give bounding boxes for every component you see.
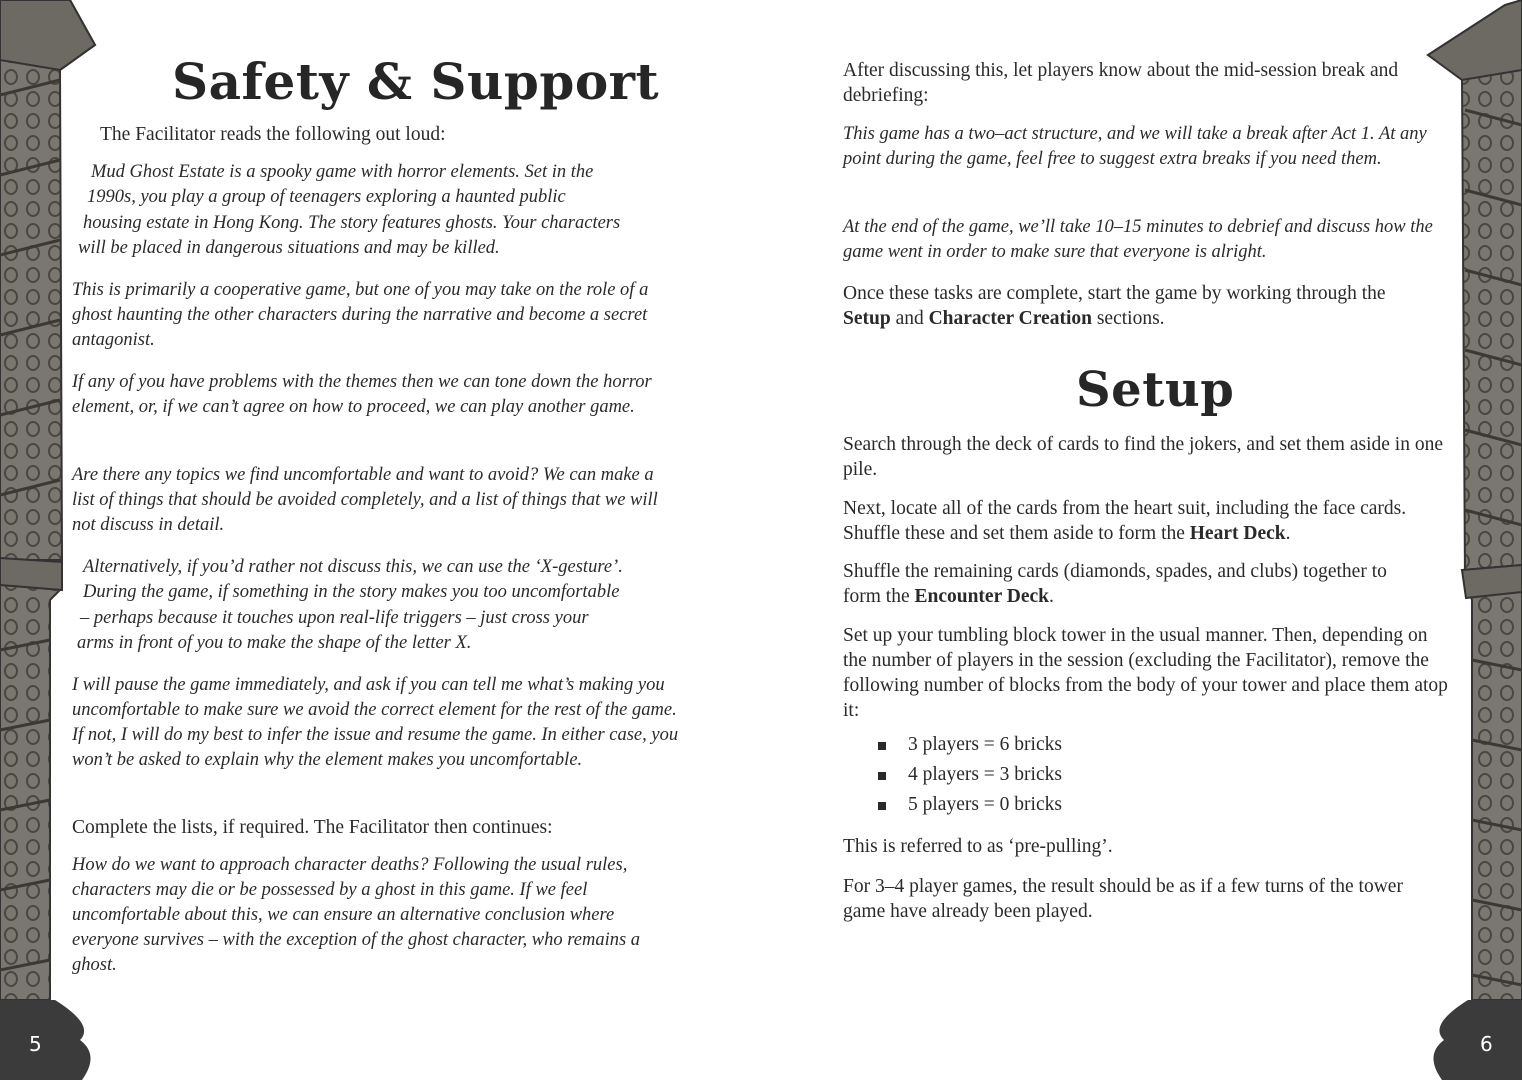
heart-deck-term: Heart Deck [1189,523,1286,544]
list-item: 5 players = 0 bricks [876,790,1062,820]
script-line: arms in front of you to make the shape of the letter X. [77,633,472,653]
heart-deck-text: Next, locate all of the cards from the heart suit, including the face cards. Shuffle these and set them aside to form the Heart Deck. [843,498,1407,544]
themes-paragraph: If any of you have problems with the themes then we can tone down the horror element, or, if we can’t agree on how to proceed, we can play another game. [72,372,652,417]
topics-paragraph: Are there any topics we find uncomfortable and want to avoid? We can make a list of things that should be avoided completely, and a list of things that we will not discuss in detail. [72,465,658,535]
encounter-deck-term: Encounter Deck [914,586,1049,607]
list-item: 3 players = 6 bricks [876,730,1062,760]
pre-pulling-text: This is referred to as ‘pre-pulling’. [843,836,1113,857]
list-item: 4 players = 3 bricks [876,760,1062,790]
encounter-deck-text: Shuffle the remaining cards (diamonds, spades, and clubs) together to form the Encounter Deck. [843,561,1387,607]
setup-link-text: Setup [843,308,891,329]
script-line: Alternatively, if you’d rather not discuss this, we can use the ‘X-gesture’. [83,557,623,577]
once-complete-text: Once these tasks are complete, start the game by working through the Setup and Character Creation sections. [843,283,1386,329]
deaths-paragraph: How do we want to approach character deaths? Following the usual rules, characters may die or be possessed by a ghost in this game. If we feel uncomfortable about this, we can ensure an alternative conclusion where everyone survives – with the exception of the ghost character, who remains a ghost. [72,855,641,975]
intro-text: The Facilitator reads the following out loud: [100,124,446,145]
search-deck-text: Search through the deck of cards to find the jokers, and set them aside in one pile. [843,434,1443,480]
character-creation-text: Character Creation [928,308,1092,329]
script-line: housing estate in Hong Kong. The story features ghosts. Your characters [83,213,621,233]
page-title-safety-support: Safety & Support [172,52,660,111]
script-line: 1990s, you play a group of teenagers exploring a haunted public [87,187,566,207]
page-number-right: 6 [1480,1032,1493,1056]
script-line: Mud Ghost Estate is a spooky game with horror elements. Set in the [91,162,594,182]
section-title-setup: Setup [1076,362,1235,418]
pause-paragraph: I will pause the game immediately, and ask if you can tell me what’s making you uncomfortable to make sure we avoid the correct element for the rest of the game. If not, I will do my best to infer the issue and resume the game. In either case, you won’t be asked to explain why the element makes you uncomfortable. [72,675,679,770]
two-act-paragraph: This game has a two–act structure, and we will take a break after Act 1. At any point during the game, feel free to suggest extra breaks if you need them. [843,124,1427,169]
script-line: – perhaps because it touches upon real-life triggers – just cross your [80,608,589,628]
tower-setup-text: Set up your tumbling block tower in the usual manner. Then, depending on the number of players in the session (excluding the Facilitator), remove the following number of blocks from the body of your tower and place them atop it: [843,625,1448,721]
pre-pull-list [876,730,1062,820]
cooperative-paragraph: This is primarily a cooperative game, but one of you may take on the role of a ghost haunting the other characters during the narrative and become a secret antagonist. [72,280,649,350]
script-line: will be placed in dangerous situations and may be killed. [78,238,500,258]
page-number-left: 5 [29,1032,42,1056]
after-discussing-text: After discussing this, let players know about the mid-session break and debriefing: [843,60,1399,106]
debrief-paragraph: At the end of the game, we’ll take 10–15 minutes to debrief and discuss how the game went in order to make sure that everyone is alright. [843,217,1433,262]
script-line: During the game, if something in the story makes you too uncomfortable [83,582,620,602]
small-games-text: For 3–4 player games, the result should be as if a few turns of the tower game have already been played. [843,876,1403,922]
complete-lists-text: Complete the lists, if required. The Facilitator then continues: [72,817,553,838]
